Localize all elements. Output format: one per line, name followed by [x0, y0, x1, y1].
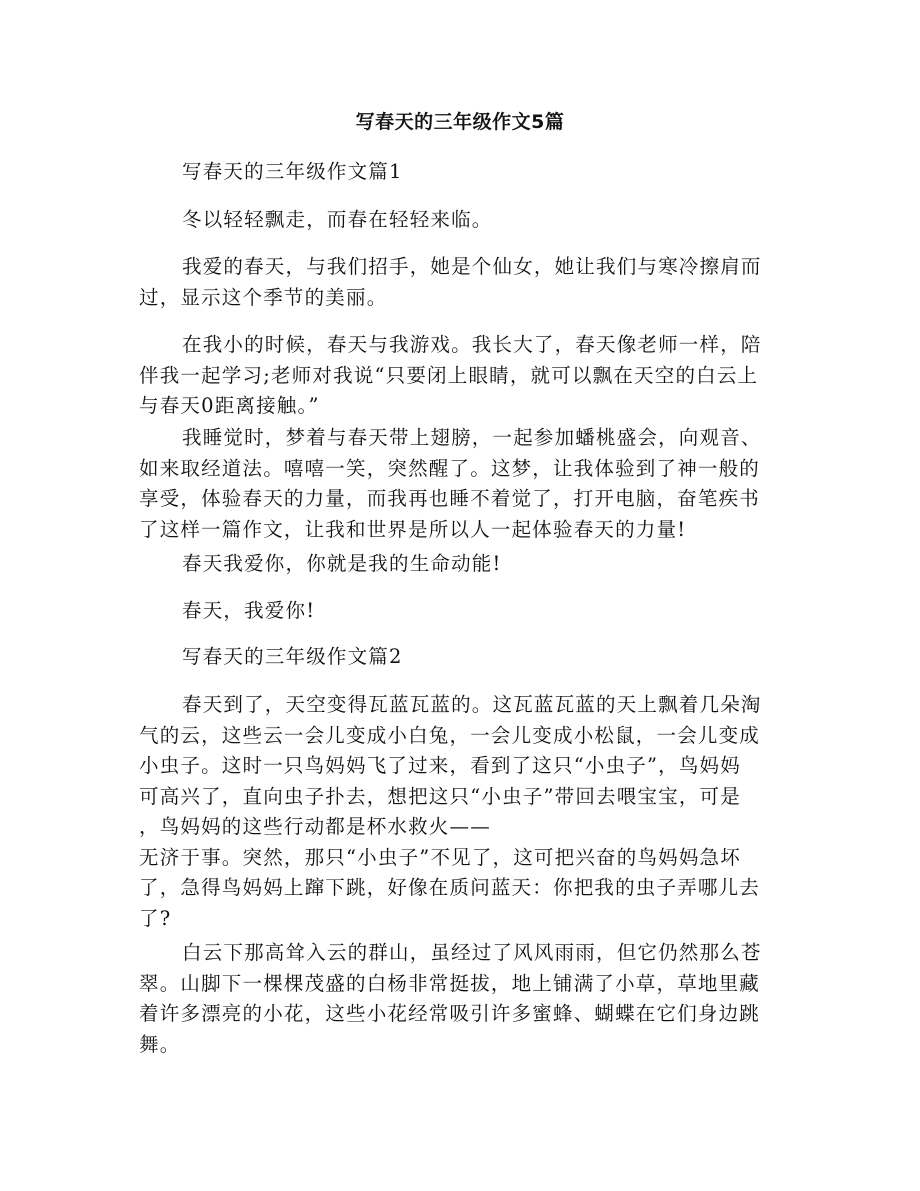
paragraph-line: 可高兴了，直向虫子扑去，想把这只“小虫子”带回去喂宝宝，可是 — [139, 784, 741, 808]
paragraph-line: 白云下那高耸入云的群山，虽经过了风风雨雨，但它仍然那么苍 — [182, 941, 762, 964]
paragraph-heading-2 — [139, 642, 779, 673]
paragraph-line: 享受，体验春天的力量，而我再也睡不着觉了，打开电脑，奋笔疾书 — [139, 487, 761, 510]
paragraph — [139, 205, 779, 236]
paragraph — [139, 690, 779, 934]
paragraph — [139, 252, 779, 313]
paragraph — [139, 330, 779, 422]
paragraph-line: ，鸟妈妈的这些行动都是杯水救火—— — [139, 815, 491, 838]
paragraph — [139, 423, 779, 545]
paragraph-line: 了，急得鸟妈妈上蹿下跳，好像在质问蓝天：你把我的虫子弄哪儿去 — [139, 876, 761, 899]
paragraph-line: 春天我爱你，你就是我的生命动能! — [182, 552, 502, 575]
paragraph-line: 冬以轻轻飘走，而春在轻轻来临。 — [182, 208, 493, 231]
paragraph-line: 与春天0距离接触。” — [139, 394, 320, 417]
paragraph-line: 写春天的三年级作文篇1 — [182, 160, 403, 183]
paragraph-line: 在我小的时候，春天与我游戏。我长大了，春天像老师一样，陪 — [182, 333, 762, 356]
paragraph-line: 翠。山脚下一棵棵茂盛的白杨非常挺拔，地上铺满了小草，草地里藏 — [139, 971, 761, 995]
paragraph-line: 舞。 — [139, 1032, 181, 1056]
document-title: 写春天的三年级作文5篇 — [355, 111, 565, 133]
paragraph-line: 小虫子。这时一只鸟妈妈飞了过来，看到了这只“小虫子”，鸟妈妈 — [139, 754, 741, 777]
paragraph-line: 气的云，这些云一会儿变成小白兔，一会儿变成小松鼠，一会儿变成 — [139, 723, 761, 747]
paragraph-line: 如来取经道法。嘻嘻一笑，突然醒了。这梦，让我体验到了神一般的 — [139, 456, 761, 480]
paragraph-line: 过，显示这个季节的美丽。 — [139, 285, 388, 309]
paragraph-line: 春天到了，天空变得瓦蓝瓦蓝的。这瓦蓝瓦蓝的天上飘着几朵淘 — [182, 693, 762, 716]
paragraph-line: 写春天的三年级作文篇2 — [182, 645, 403, 668]
paragraph-line: 了这样一篇作文，让我和世界是所以人一起体验春天的力量! — [139, 517, 687, 541]
paragraph-heading-1 — [139, 157, 779, 188]
paragraph — [139, 596, 779, 627]
paragraph-line: 着许多漂亮的小花，这些小花经常吸引许多蜜蜂、蝴蝶在它们身边跳 — [139, 1002, 761, 1025]
paragraph-line: 春天，我爱你! — [182, 599, 316, 622]
paragraph-line: 了? — [139, 906, 172, 930]
paragraph-line: 伴我一起学习;老师对我说“只要闭上眼睛，就可以飘在天空的白云上 — [139, 363, 759, 387]
paragraph-line: 无济于事。突然，那只“小虫子”不见了，这可把兴奋的鸟妈妈急坏 — [139, 845, 741, 869]
paragraph-line: 我爱的春天，与我们招手，她是个仙女，她让我们与寒冷擦肩而 — [182, 255, 762, 278]
paragraph — [139, 938, 779, 1060]
paragraph — [139, 549, 779, 580]
paragraph-line: 我睡觉时，梦着与春天带上翅膀，一起参加蟠桃盛会，向观音、 — [182, 426, 762, 449]
